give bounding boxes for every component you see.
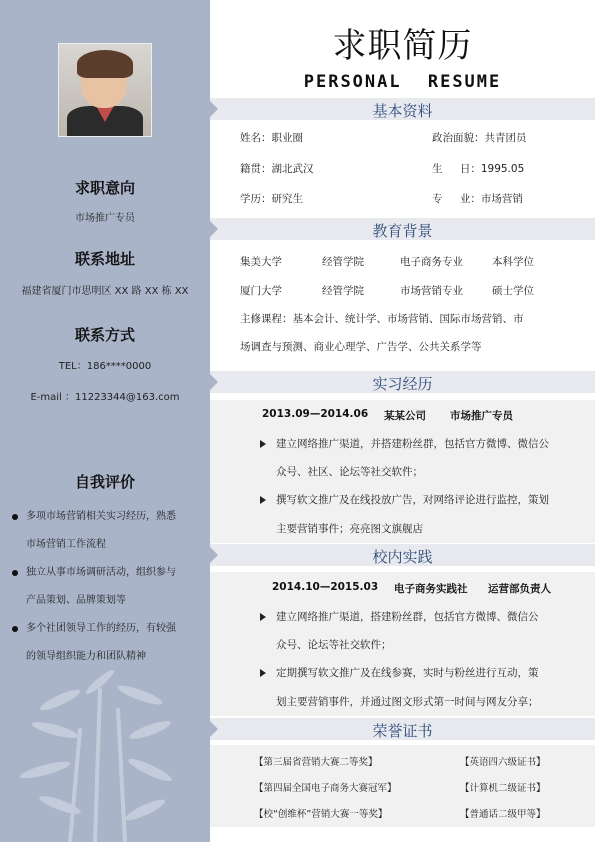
campus-bullet: 建立网络推广渠道，搭建粉丝群，包括官方微博、微信公	[276, 611, 539, 623]
self-eval-heading: 自我评价	[74, 473, 135, 491]
bullet-icon	[12, 514, 18, 520]
bullet-arrow-icon	[260, 613, 266, 621]
profile-photo	[58, 43, 152, 137]
bullet-icon	[12, 570, 18, 576]
internship-bullet: 众号、社区、论坛等社交软件；	[276, 466, 423, 478]
address-heading: 联系地址	[74, 250, 135, 268]
sidebar	[0, 0, 210, 842]
main-content	[210, 0, 595, 842]
major-field: 专 业：市场营销	[432, 193, 523, 205]
edu-college: 经管学院	[322, 285, 364, 297]
degree-field: 学历：研究生	[240, 193, 303, 205]
internship-company: 某某公司	[384, 410, 426, 422]
internship-period: 2013.09—2014.06	[262, 408, 369, 420]
bullet-icon	[12, 626, 18, 632]
native-field: 籍贯：湖北武汉	[240, 163, 314, 175]
campus-bullet: 众号、论坛等社交软件；	[276, 639, 392, 651]
edu-major: 电子商务专业	[400, 256, 463, 268]
campus-period: 2014.10—2015.03	[272, 581, 379, 593]
page-title: 求职简历	[332, 26, 473, 66]
bullet-arrow-icon	[260, 669, 266, 677]
honor-item: 【第三届省营销大赛二等奖】	[254, 757, 378, 768]
edu-school: 集美大学	[240, 256, 282, 268]
bullet-arrow-icon	[260, 496, 266, 504]
edu-college: 经管学院	[322, 256, 364, 268]
list-item-continued: 产品策划、品牌策划等	[26, 595, 126, 606]
edu-major: 市场营销专业	[400, 285, 463, 297]
honor-item: 【普通话二级甲等】	[460, 809, 546, 820]
email-value: E-mail ：11223344@163.com	[30, 392, 180, 403]
politics-field: 政治面貌：共青团员	[432, 132, 527, 144]
internship-bullet: 建立网络推广渠道，并搭建粉丝群，包括官方微博、微信公	[276, 438, 549, 450]
campus-org: 电子商务实践社	[394, 583, 468, 595]
internship-bullet: 撰写软文推广及在线投放广告，对网络评论进行监控，策划	[276, 494, 549, 506]
section-header-honors: 荣誉证书	[210, 718, 595, 740]
courses-line: 场调查与预测、商业心理学、广告学、公共关系学等	[240, 341, 482, 353]
name-field: 姓名：职业圈	[240, 132, 303, 144]
campus-bullet: 定期撰写软文推广及在线参赛，实时与粉丝进行互动，策	[276, 667, 539, 679]
address-value: 福建省厦门市思明区 XX 路 XX 栋 XX	[21, 286, 189, 297]
contact-heading: 联系方式	[74, 326, 135, 344]
section-header-internship: 实习经历	[210, 371, 595, 393]
edu-degree: 硕士学位	[492, 285, 534, 297]
bullet-arrow-icon	[260, 440, 266, 448]
page-subtitle: PERSONAL RESUME	[303, 72, 502, 92]
edu-school: 厦门大学	[240, 285, 282, 297]
tel-value: TEL：186****0000	[58, 361, 152, 372]
self-eval-list	[12, 503, 207, 671]
list-item-continued: 的领导组织能力和团队精神	[26, 651, 146, 662]
honor-item: 【第四届全国电子商务大赛冠军】	[254, 783, 397, 794]
honor-item: 【计算机二级证书】	[460, 783, 546, 794]
section-header-campus: 校内实践	[210, 544, 595, 566]
internship-role: 市场推广专员	[450, 410, 513, 422]
list-item-continued: 市场营销工作流程	[26, 539, 106, 550]
edu-degree: 本科学位	[492, 256, 534, 268]
campus-role: 运营部负责人	[488, 583, 551, 595]
section-header-education: 教育背景	[210, 218, 595, 240]
campus-bullet: 划主要营销事件，并通过图文形式第一时间与网友分享；	[276, 696, 539, 708]
intent-value: 市场推广专员	[75, 213, 135, 224]
honor-item: 【校“创维杯”营销大赛一等奖】	[254, 809, 388, 820]
bamboo-decoration-icon	[0, 670, 210, 842]
section-header-basic: 基本资料	[210, 98, 595, 120]
internship-bullet: 主要营销事件；亮亮图文旗舰店	[276, 523, 423, 535]
list-item: 多项市场营销相关实习经历，熟悉	[12, 503, 207, 531]
courses-line: 主修课程：基本会计、统计学、市场营销、国际市场营销、市	[240, 313, 524, 325]
list-item: 多个社团领导工作的经历，有较强	[12, 615, 207, 643]
list-item: 独立从事市场调研活动，组织参与	[12, 559, 207, 587]
birthday-field: 生 日：1995.05	[432, 163, 525, 175]
honor-item: 【英语四六级证书】	[460, 757, 546, 768]
intent-heading: 求职意向	[74, 179, 135, 197]
